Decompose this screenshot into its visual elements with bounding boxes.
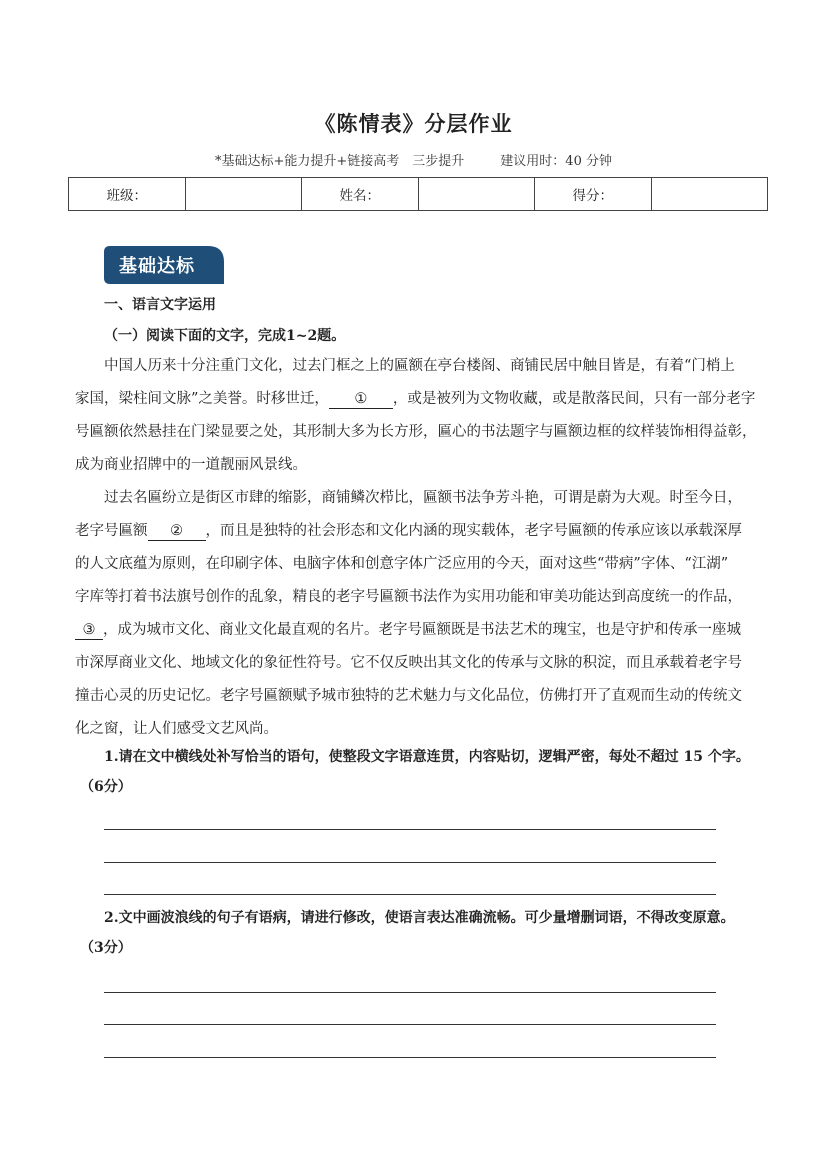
passage-line: 过去名匾纷立是街区市肆的缩影，商铺鳞次栉比，匾额书法争芳斗艳，可谓是蔚为大观。时至今日，	[104, 490, 742, 506]
name-field[interactable]	[418, 178, 535, 211]
answer-line[interactable]	[104, 829, 716, 830]
passage-line: 化之窗，让人们感受文艺风尚。	[75, 721, 278, 737]
document-subtitle	[0, 150, 827, 169]
blank-1[interactable]: ①	[329, 390, 393, 409]
student-info-table	[68, 177, 768, 211]
answer-line[interactable]	[104, 862, 716, 863]
class-field[interactable]	[185, 178, 302, 211]
question-2-points: （3分）	[80, 940, 132, 956]
name-label: 姓名：	[302, 178, 419, 211]
subtitle-steps: *基础达标+能力提升+链接高考 三步提升	[215, 154, 465, 169]
question-2-text: 2.文中画波浪线的句子有语病，请进行修改，使语言表达准确流畅。可少量增删词语，不得改变原意。	[104, 910, 735, 926]
question-1-text: 1.请在文中横线处补写恰当的语句，使整段文字语意连贯，内容贴切，逻辑严密，每处不超过 15 个字。	[104, 749, 750, 765]
banner-label: 基础达标	[119, 256, 195, 277]
passage-line: 市深厚商业文化、地域文化的象征性符号。它不仅反映出其文化的传承与文脉的积淀，而且承载着老字号	[75, 655, 742, 671]
passage-line: 字库等打着书法旗号创作的乱象，精良的老字号匾额书法作为实用功能和审美功能达到高度统一的作品，	[75, 589, 742, 605]
document-title: 《陈情表》分层作业	[314, 111, 513, 136]
section-subheading: （一）阅读下面的文字，完成1~2题。	[104, 328, 346, 344]
passage-line: 中国人历来十分注重门文化，过去门框之上的匾额在亭台楼阁、商铺民居中触目皆是，有着“门梢上	[104, 358, 735, 374]
class-label: 班级：	[69, 178, 186, 211]
passage-line: ③ ，成为城市文化、商业文化最直观的名片。老字号匾额既是书法艺术的瑰宝，也是守护和传承一座城	[75, 614, 755, 647]
answer-line[interactable]	[104, 894, 716, 895]
passage-line: 家国，梁柱间文脉”之美誉。时移世迁， ① ，或是被列为文物收藏，或是散落民间，只有一部分老字	[75, 391, 756, 407]
passage-line: 号匾额依然悬挂在门梁显要之处，其形制大多为长方形，匾心的书法题字与匾额边框的纹样装饰相得益彰，	[75, 424, 757, 440]
question-1-points: （6分）	[80, 779, 132, 795]
blank-2[interactable]: ②	[148, 522, 206, 541]
answer-line[interactable]	[104, 1057, 716, 1058]
section-heading: 一、语言文字运用	[104, 297, 216, 313]
passage-line: 成为商业招牌中的一道靓丽风景线。	[75, 457, 307, 473]
score-label: 得分：	[535, 178, 652, 211]
passage-paragraph-2	[75, 482, 755, 746]
question-2	[80, 903, 760, 963]
passage-line: 的人文底蕴为原则，在印刷字体、电脑字体和创意字体广泛应用的今天，面对这些“带病”字体、“江湖”	[75, 556, 729, 572]
question-1	[80, 742, 760, 802]
passage-line: 老字号匾额 ② ，而且是独特的社会形态和文化内涵的现实载体，老字号匾额的传承应该以承载深厚	[75, 523, 742, 539]
score-field[interactable]	[651, 178, 768, 211]
answer-line[interactable]	[104, 992, 716, 993]
passage-line: 撞击心灵的历史记忆。老字号匾额赋予城市独特的艺术魅力与文化品位，仿佛打开了直观而生动的传统文	[75, 688, 742, 704]
subtitle-time: 建议用时：40 分钟	[500, 154, 612, 169]
passage-paragraph-1	[75, 350, 755, 482]
section-banner	[104, 246, 224, 284]
blank-3[interactable]: ③	[75, 621, 103, 640]
answer-line[interactable]	[104, 1024, 716, 1025]
